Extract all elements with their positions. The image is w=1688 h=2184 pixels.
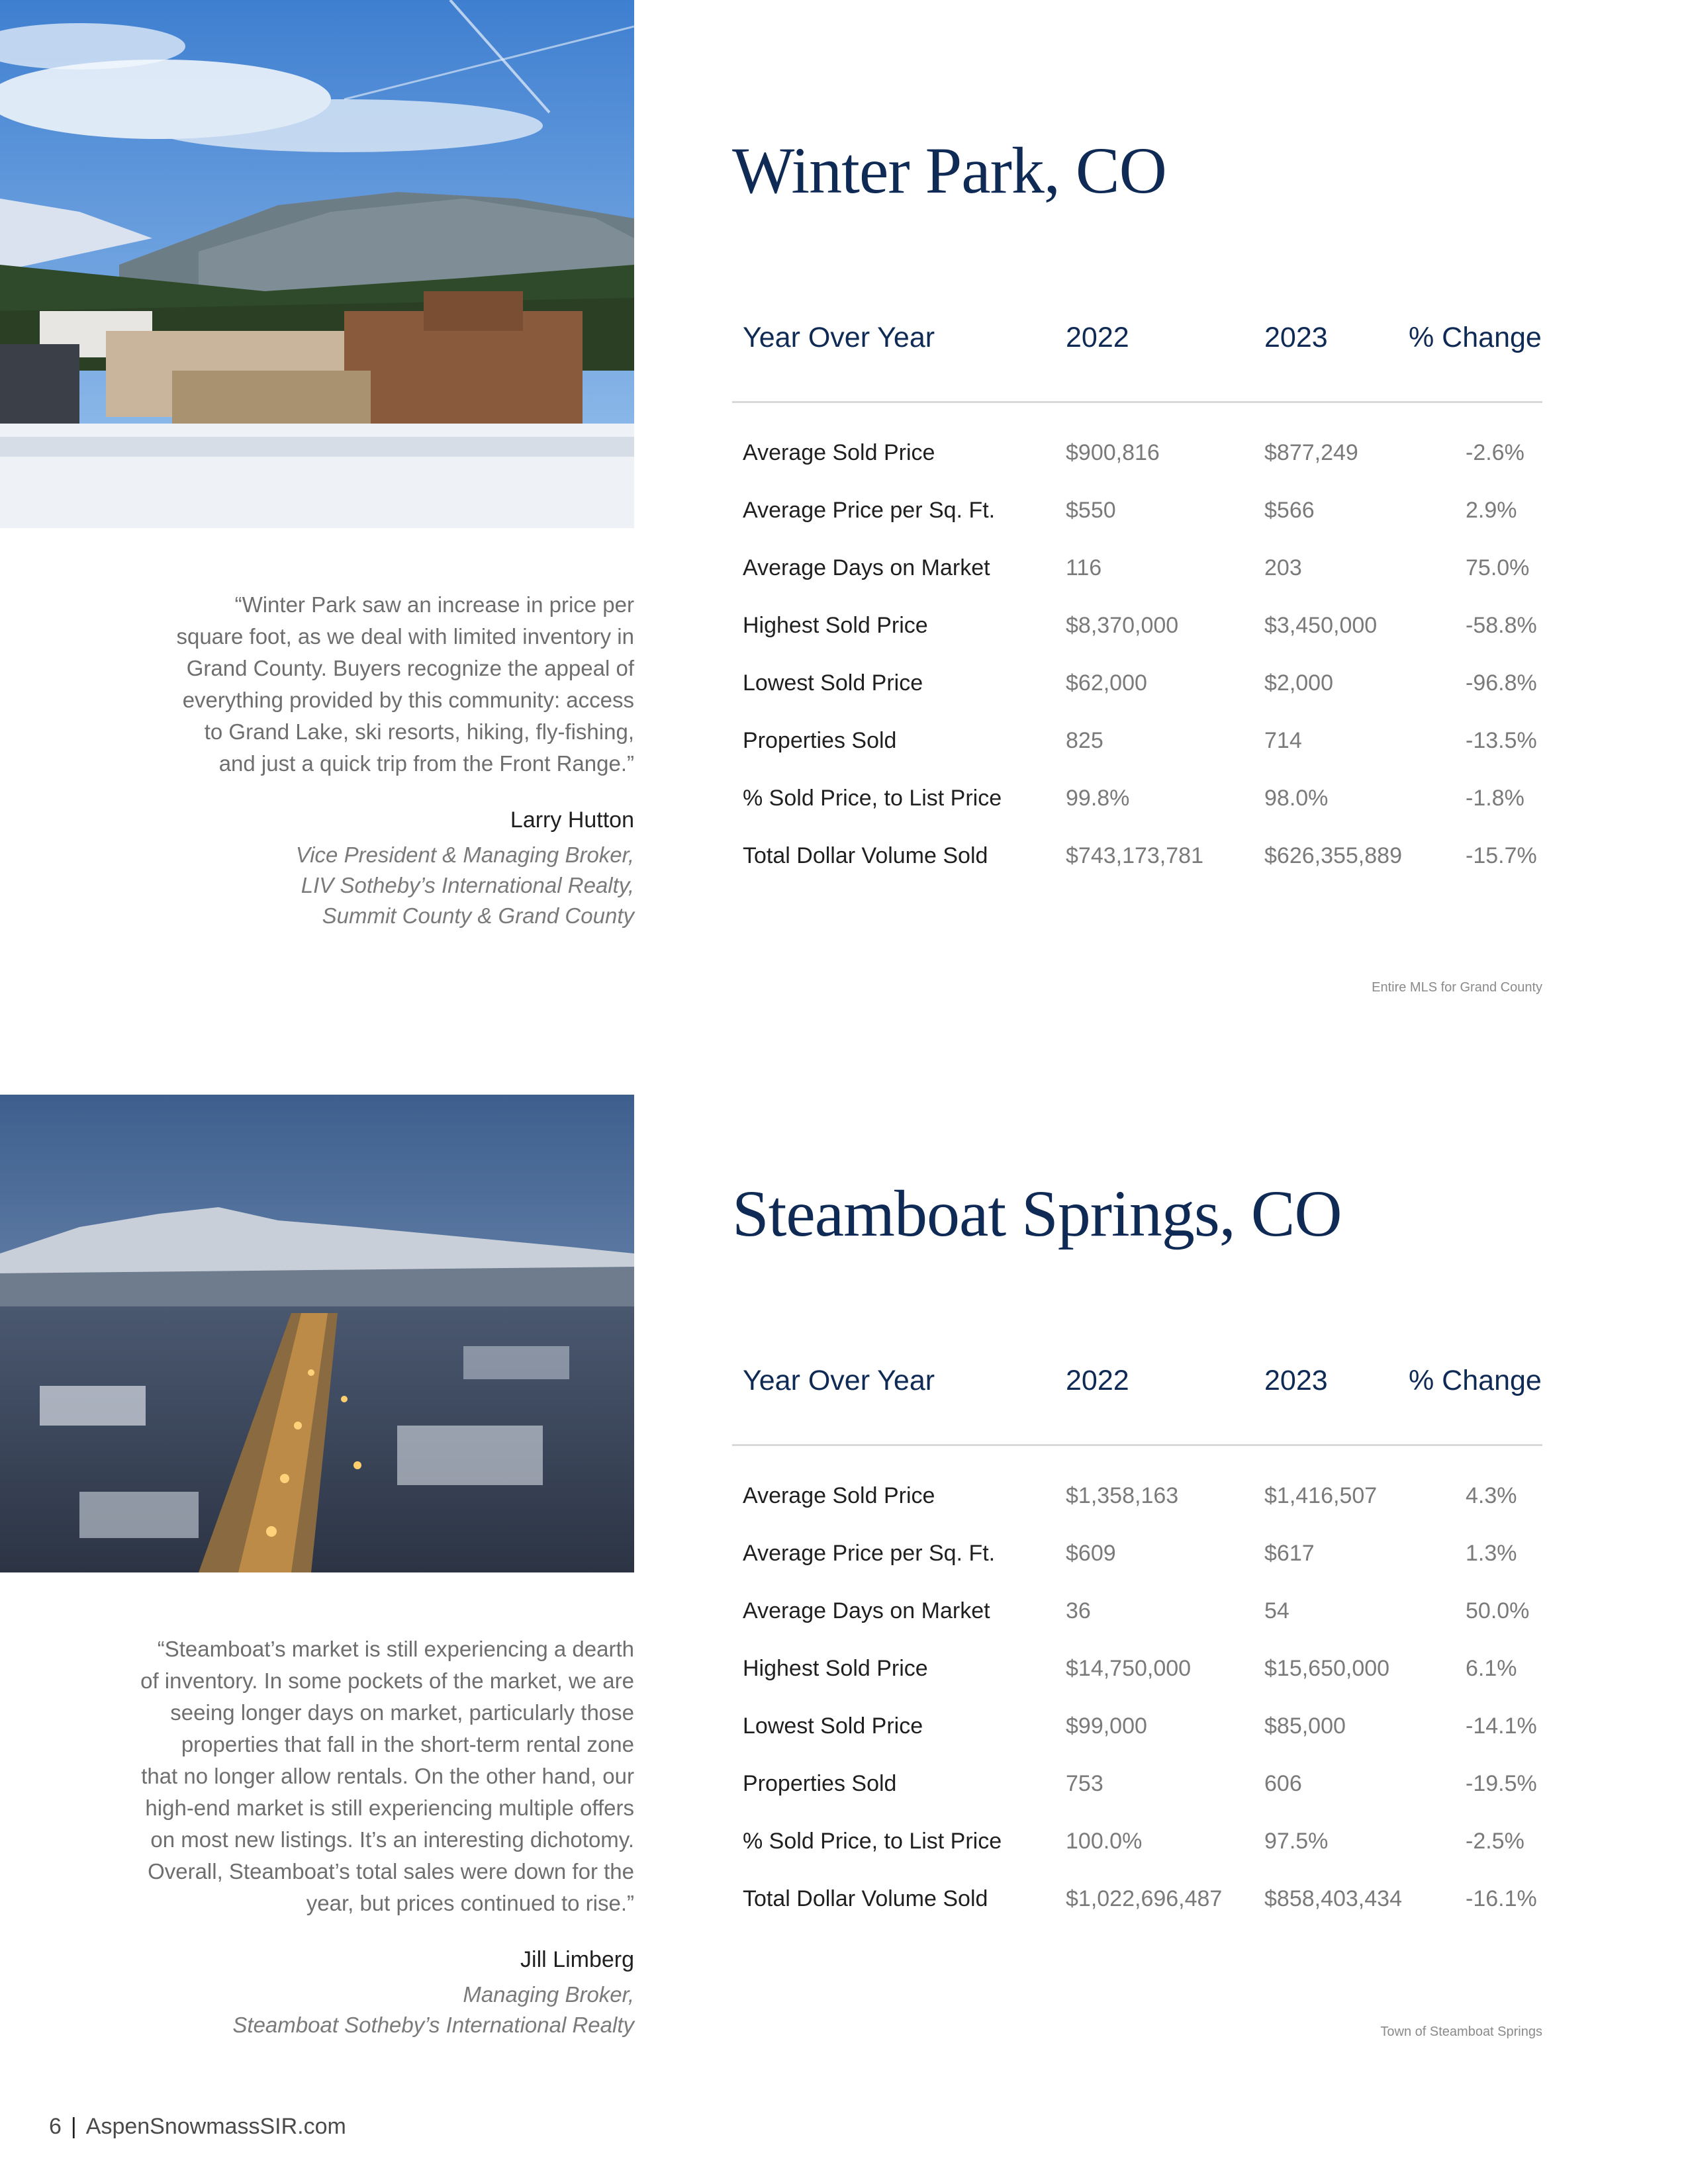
table-row <box>732 1541 1542 1598</box>
value-2022: $1,358,163 <box>1066 1483 1179 1508</box>
value-2023: $3,450,000 <box>1264 613 1378 638</box>
value-2022: 36 <box>1066 1598 1091 1623</box>
value-2022: $14,750,000 <box>1066 1656 1192 1681</box>
value-2023: $858,403,434 <box>1264 1886 1402 1911</box>
value-change: -58.8% <box>1466 613 1537 638</box>
value-2022: 116 <box>1066 555 1102 580</box>
table-row <box>732 786 1542 843</box>
table-row <box>732 1829 1542 1886</box>
row-label: Highest Sold Price <box>743 613 928 638</box>
table-row <box>732 1598 1542 1656</box>
table-header <box>732 322 1542 403</box>
row-label: Average Sold Price <box>743 1483 935 1508</box>
winter-park-photo <box>0 0 634 528</box>
row-label: Total Dollar Volume Sold <box>743 843 988 868</box>
value-2023: $85,000 <box>1264 1713 1346 1739</box>
quote-author-role: Managing Broker, Steamboat Sotheby’s International Realty <box>232 1982 634 2037</box>
row-label: Total Dollar Volume Sold <box>743 1886 988 1911</box>
value-2023: $15,650,000 <box>1264 1656 1390 1681</box>
steamboat-springs-stats-table <box>732 1365 1542 1944</box>
footer-separator: | <box>70 2114 77 2139</box>
header-2022: 2022 <box>1066 1365 1129 1396</box>
steamboat-springs-title: Steamboat Springs, CO <box>732 1177 1342 1250</box>
page-number: 6 <box>49 2114 62 2139</box>
table-row <box>732 1886 1542 1944</box>
header-year-over-year: Year Over Year <box>743 1365 935 1396</box>
winter-park-quote <box>91 589 634 931</box>
header-percent-change: % Change <box>1409 322 1542 353</box>
value-change: -2.6% <box>1466 440 1524 465</box>
value-2023: 54 <box>1264 1598 1289 1623</box>
table-row <box>732 1656 1542 1713</box>
winter-park-title: Winter Park, CO <box>732 134 1166 207</box>
value-change: 50.0% <box>1466 1598 1530 1623</box>
value-change: -1.8% <box>1466 786 1524 811</box>
value-2022: $1,022,696,487 <box>1066 1886 1223 1911</box>
row-label: Lowest Sold Price <box>743 1713 923 1739</box>
table-row <box>732 498 1542 555</box>
value-2023: 714 <box>1264 728 1302 753</box>
value-2023: 98.0% <box>1264 786 1329 811</box>
value-2023: $1,416,507 <box>1264 1483 1378 1508</box>
table-header <box>732 1365 1542 1446</box>
header-2022: 2022 <box>1066 322 1129 353</box>
table-row <box>732 670 1542 728</box>
value-change: -15.7% <box>1466 843 1537 868</box>
table-row <box>732 1771 1542 1829</box>
header-2023: 2023 <box>1264 322 1328 353</box>
quote-author-role: Vice President & Managing Broker, LIV Sotheby’s International Realty, Summit County & Grand County <box>295 842 634 928</box>
value-change: -14.1% <box>1466 1713 1537 1739</box>
row-label: Average Price per Sq. Ft. <box>743 1541 996 1566</box>
value-2023: 97.5% <box>1264 1829 1329 1854</box>
value-2022: $99,000 <box>1066 1713 1147 1739</box>
value-change: -19.5% <box>1466 1771 1537 1796</box>
value-2022: $550 <box>1066 498 1116 523</box>
value-2022: 99.8% <box>1066 786 1130 811</box>
value-2022: $8,370,000 <box>1066 613 1179 638</box>
page-footer <box>49 2114 346 2140</box>
row-label: Average Price per Sq. Ft. <box>743 498 996 523</box>
table-row <box>732 728 1542 786</box>
value-change: 4.3% <box>1466 1483 1517 1508</box>
value-change: 75.0% <box>1466 555 1530 580</box>
quote-author-name: Larry Hutton <box>510 807 634 833</box>
row-label: Properties Sold <box>743 728 897 753</box>
winter-park-stats-table <box>732 322 1542 901</box>
quote-text: “Steamboat’s market is still experiencing a dearth of inventory. In some pockets of the market, we are seeing longer days on market, particularly those properties that fall in the short-term rental zone that no longer allow rentals. On the other hand, our high-end market is still experiencing multiple offers on most new listings. It’s an interesting dichotomy. Overall, Steamboat’s total sales were down for the year, but prices continued to rise.” <box>140 1637 634 1915</box>
header-2023: 2023 <box>1264 1365 1328 1396</box>
value-2022: 100.0% <box>1066 1829 1143 1854</box>
table-row <box>732 1713 1542 1771</box>
row-label: Average Days on Market <box>743 1598 990 1623</box>
value-change: 2.9% <box>1466 498 1517 523</box>
row-label: Average Sold Price <box>743 440 935 465</box>
quote-author-name: Jill Limberg <box>520 1947 634 1972</box>
row-label: Average Days on Market <box>743 555 990 580</box>
table-row <box>732 440 1542 498</box>
value-change: 6.1% <box>1466 1656 1517 1681</box>
value-2023: 606 <box>1264 1771 1302 1796</box>
steamboat-springs-quote <box>91 1633 634 2040</box>
value-2022: 753 <box>1066 1771 1103 1796</box>
value-2022: $609 <box>1066 1541 1116 1566</box>
value-2023: $566 <box>1264 498 1315 523</box>
value-2023: $877,249 <box>1264 440 1358 465</box>
row-label: Highest Sold Price <box>743 1656 928 1681</box>
value-2023: $2,000 <box>1264 670 1333 696</box>
value-2023: $617 <box>1264 1541 1315 1566</box>
footer-website-link[interactable]: AspenSnowmassSIR.com <box>85 2114 346 2139</box>
value-2022: 825 <box>1066 728 1103 753</box>
table-row <box>732 613 1542 670</box>
table-row <box>732 843 1542 901</box>
value-change: -16.1% <box>1466 1886 1537 1911</box>
header-year-over-year: Year Over Year <box>743 322 935 353</box>
row-label: % Sold Price, to List Price <box>743 1829 1002 1854</box>
header-percent-change: % Change <box>1409 1365 1542 1396</box>
winter-park-source-note: Entire MLS for Grand County <box>1372 980 1542 995</box>
value-change: -13.5% <box>1466 728 1537 753</box>
value-change: -96.8% <box>1466 670 1537 696</box>
steamboat-springs-photo <box>0 1095 634 1572</box>
row-label: Properties Sold <box>743 1771 897 1796</box>
value-2022: $743,173,781 <box>1066 843 1203 868</box>
table-row <box>732 555 1542 613</box>
value-2022: $900,816 <box>1066 440 1160 465</box>
row-label: Lowest Sold Price <box>743 670 923 696</box>
value-2023: 203 <box>1264 555 1302 580</box>
steamboat-springs-source-note: Town of Steamboat Springs <box>1380 2025 1542 2039</box>
quote-text: “Winter Park saw an increase in price per square foot, as we deal with limited inventory in Grand County. Buyers recognize the appeal of everything provided by this community: access to Grand Lake, ski resorts, hiking, fly-fishing, and just a quick trip from the Front Range.” <box>176 592 634 776</box>
row-label: % Sold Price, to List Price <box>743 786 1002 811</box>
value-2023: $626,355,889 <box>1264 843 1402 868</box>
table-row <box>732 1483 1542 1541</box>
value-change: -2.5% <box>1466 1829 1524 1854</box>
value-2022: $62,000 <box>1066 670 1147 696</box>
value-change: 1.3% <box>1466 1541 1517 1566</box>
